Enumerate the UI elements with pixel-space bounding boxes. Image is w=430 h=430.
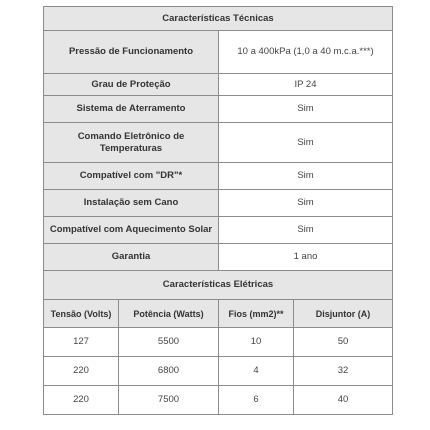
cell-breaker: 50 [294,328,393,357]
cell-wires: 6 [219,386,294,415]
spec-row-grounding [44,96,393,123]
cell-voltage: 220 [44,357,119,386]
spec-label: Compatível com Aquecimento Solar [44,217,219,244]
spec-value: Sim [219,96,393,123]
spec-value: 10 a 400kPa (1,0 a 40 m.c.a.***) [219,31,393,74]
column-header-power: Potência (Watts) [119,300,219,328]
table-row [44,386,393,415]
electrical-header-row [44,300,393,328]
cell-wires: 10 [219,328,294,357]
cell-power: 5500 [119,328,219,357]
column-header-voltage: Tensão (Volts) [44,300,119,328]
spec-label: Comando Eletrônico de Temperaturas [44,123,219,163]
spec-row-installation [44,190,393,217]
cell-voltage: 127 [44,328,119,357]
cell-wires: 4 [219,357,294,386]
spec-value: Sim [219,123,393,163]
electrical-title: Características Elétricas [44,271,393,300]
electrical-title-row [44,271,393,300]
spec-label: Instalação sem Cano [44,190,219,217]
cell-power: 6800 [119,357,219,386]
spec-row-electronic-control [44,123,393,163]
spec-row-solar [44,217,393,244]
cell-breaker: 40 [294,386,393,415]
spec-value: Sim [219,217,393,244]
technical-title-row [44,7,393,31]
spec-row-dr-compatible [44,163,393,190]
spec-table [43,6,393,415]
table-row [44,357,393,386]
spec-label: Garantia [44,244,219,271]
spec-value: Sim [219,163,393,190]
technical-title: Características Técnicas [44,7,393,31]
spec-label: Pressão de Funcionamento [44,31,219,74]
spec-label: Sistema de Aterramento [44,96,219,123]
cell-power: 7500 [119,386,219,415]
column-header-breaker: Disjuntor (A) [294,300,393,328]
spec-label: Compatível com "DR"* [44,163,219,190]
spec-row-protection [44,74,393,96]
spec-value: 1 ano [219,244,393,271]
cell-breaker: 32 [294,357,393,386]
spec-row-warranty [44,244,393,271]
spec-value: Sim [219,190,393,217]
spec-value: IP 24 [219,74,393,96]
table-row [44,328,393,357]
spec-label: Grau de Proteção [44,74,219,96]
spec-row-pressure [44,31,393,74]
cell-voltage: 220 [44,386,119,415]
column-header-wires: Fios (mm2)** [219,300,294,328]
